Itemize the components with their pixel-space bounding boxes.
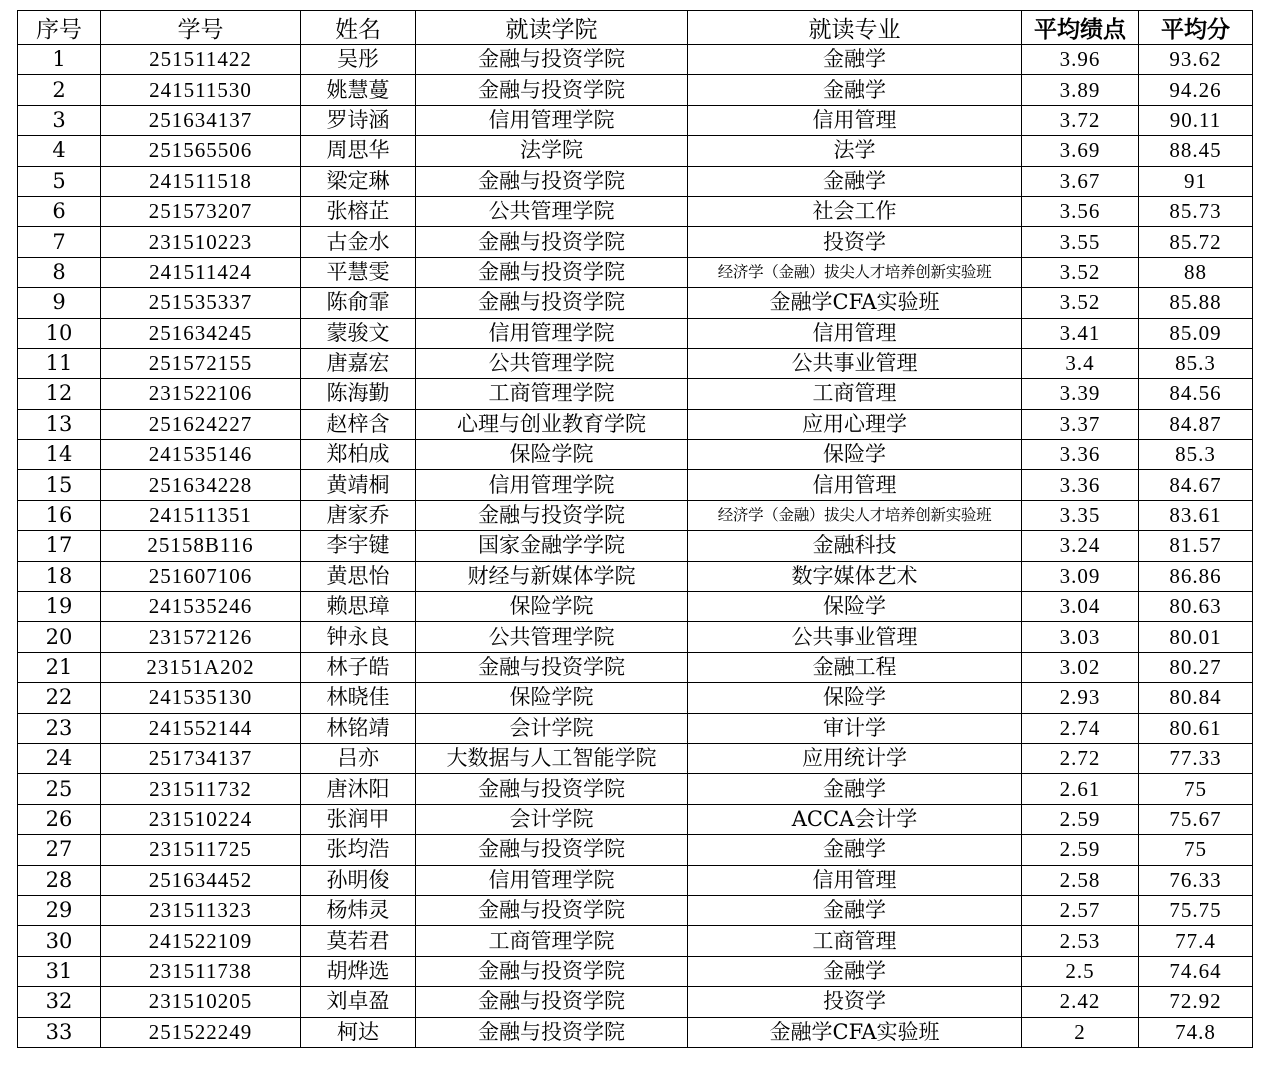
table-row xyxy=(18,470,1253,500)
cell-major: 金融学 xyxy=(688,956,1022,986)
cell-gpa: 3.09 xyxy=(1022,561,1139,591)
cell-gpa: 2.58 xyxy=(1022,865,1139,895)
cell-college: 信用管理学院 xyxy=(416,318,688,348)
cell-average: 80.63 xyxy=(1139,592,1253,622)
cell-college: 工商管理学院 xyxy=(416,926,688,956)
cell-name: 郑柏成 xyxy=(301,440,416,470)
cell-major: 工商管理 xyxy=(688,926,1022,956)
cell-college: 财经与新媒体学院 xyxy=(416,561,688,591)
table-body xyxy=(18,45,1253,1048)
cell-average: 72.92 xyxy=(1139,987,1253,1017)
cell-student-id: 251572155 xyxy=(101,348,301,378)
cell-average: 88 xyxy=(1139,257,1253,287)
cell-student-id: 251734137 xyxy=(101,743,301,773)
cell-gpa: 2.5 xyxy=(1022,956,1139,986)
cell-average: 74.64 xyxy=(1139,956,1253,986)
cell-average: 75 xyxy=(1139,835,1253,865)
cell-name: 蒙骏文 xyxy=(301,318,416,348)
table-row xyxy=(18,531,1253,561)
cell-major: 金融学CFA实验班 xyxy=(688,1017,1022,1047)
table-row xyxy=(18,409,1253,439)
table-row xyxy=(18,166,1253,196)
cell-seq: 27 xyxy=(18,835,101,865)
cell-student-id: 241535130 xyxy=(101,683,301,713)
cell-gpa: 2.59 xyxy=(1022,804,1139,834)
header-gpa: 平均绩点 xyxy=(1022,11,1139,45)
cell-name: 赵梓含 xyxy=(301,409,416,439)
cell-name: 平慧雯 xyxy=(301,257,416,287)
cell-student-id: 251522249 xyxy=(101,1017,301,1047)
table-row xyxy=(18,683,1253,713)
table-row xyxy=(18,288,1253,318)
cell-college: 心理与创业教育学院 xyxy=(416,409,688,439)
cell-average: 75.67 xyxy=(1139,804,1253,834)
cell-name: 林铭靖 xyxy=(301,713,416,743)
cell-seq: 24 xyxy=(18,743,101,773)
cell-name: 钟永良 xyxy=(301,622,416,652)
table-row xyxy=(18,652,1253,682)
cell-college: 信用管理学院 xyxy=(416,470,688,500)
cell-college: 金融与投资学院 xyxy=(416,774,688,804)
cell-major: 金融工程 xyxy=(688,652,1022,682)
cell-major: 数字媒体艺术 xyxy=(688,561,1022,591)
cell-major: 社会工作 xyxy=(688,196,1022,226)
cell-gpa: 3.39 xyxy=(1022,379,1139,409)
cell-name: 张润甲 xyxy=(301,804,416,834)
cell-average: 84.56 xyxy=(1139,379,1253,409)
cell-major: 公共事业管理 xyxy=(688,622,1022,652)
cell-college: 法学院 xyxy=(416,136,688,166)
cell-seq: 20 xyxy=(18,622,101,652)
cell-major: 经济学（金融）拔尖人才培养创新实验班 xyxy=(688,257,1022,287)
cell-college: 信用管理学院 xyxy=(416,865,688,895)
cell-name: 柯达 xyxy=(301,1017,416,1047)
cell-seq: 31 xyxy=(18,956,101,986)
table-row xyxy=(18,804,1253,834)
cell-average: 84.67 xyxy=(1139,470,1253,500)
cell-gpa: 3.67 xyxy=(1022,166,1139,196)
cell-name: 胡烨选 xyxy=(301,956,416,986)
cell-student-id: 241552144 xyxy=(101,713,301,743)
cell-college: 工商管理学院 xyxy=(416,379,688,409)
table-row xyxy=(18,318,1253,348)
cell-major: 应用统计学 xyxy=(688,743,1022,773)
cell-student-id: 251573207 xyxy=(101,196,301,226)
cell-college: 金融与投资学院 xyxy=(416,227,688,257)
cell-gpa: 3.52 xyxy=(1022,257,1139,287)
table-row xyxy=(18,713,1253,743)
cell-seq: 13 xyxy=(18,409,101,439)
cell-student-id: 241535146 xyxy=(101,440,301,470)
header-seq: 序号 xyxy=(18,11,101,45)
cell-seq: 4 xyxy=(18,136,101,166)
cell-gpa: 2.57 xyxy=(1022,895,1139,925)
cell-average: 85.88 xyxy=(1139,288,1253,318)
cell-student-id: 251607106 xyxy=(101,561,301,591)
cell-student-id: 231511732 xyxy=(101,774,301,804)
cell-name: 杨炜灵 xyxy=(301,895,416,925)
table-row xyxy=(18,622,1253,652)
table-row xyxy=(18,1017,1253,1047)
table-row xyxy=(18,987,1253,1017)
cell-gpa: 3.52 xyxy=(1022,288,1139,318)
cell-average: 75 xyxy=(1139,774,1253,804)
cell-student-id: 251624227 xyxy=(101,409,301,439)
table-row xyxy=(18,45,1253,75)
cell-seq: 8 xyxy=(18,257,101,287)
cell-seq: 26 xyxy=(18,804,101,834)
cell-student-id: 231510223 xyxy=(101,227,301,257)
cell-major: 保险学 xyxy=(688,592,1022,622)
table-row xyxy=(18,561,1253,591)
cell-college: 金融与投资学院 xyxy=(416,987,688,1017)
cell-student-id: 251634245 xyxy=(101,318,301,348)
cell-average: 80.61 xyxy=(1139,713,1253,743)
cell-name: 林晓佳 xyxy=(301,683,416,713)
cell-gpa: 3.96 xyxy=(1022,45,1139,75)
cell-seq: 5 xyxy=(18,166,101,196)
table-row xyxy=(18,743,1253,773)
table-row xyxy=(18,500,1253,530)
table-row xyxy=(18,196,1253,226)
cell-seq: 29 xyxy=(18,895,101,925)
cell-seq: 11 xyxy=(18,348,101,378)
cell-seq: 3 xyxy=(18,105,101,135)
cell-college: 国家金融学学院 xyxy=(416,531,688,561)
cell-gpa: 3.69 xyxy=(1022,136,1139,166)
cell-average: 80.84 xyxy=(1139,683,1253,713)
cell-name: 陈俞霏 xyxy=(301,288,416,318)
cell-gpa: 2.53 xyxy=(1022,926,1139,956)
cell-seq: 28 xyxy=(18,865,101,895)
cell-seq: 16 xyxy=(18,500,101,530)
cell-name: 唐沐阳 xyxy=(301,774,416,804)
cell-name: 张均浩 xyxy=(301,835,416,865)
table-row xyxy=(18,592,1253,622)
cell-major: 投资学 xyxy=(688,987,1022,1017)
cell-student-id: 251565506 xyxy=(101,136,301,166)
cell-seq: 19 xyxy=(18,592,101,622)
cell-gpa: 3.37 xyxy=(1022,409,1139,439)
cell-gpa: 3.36 xyxy=(1022,470,1139,500)
cell-student-id: 231522106 xyxy=(101,379,301,409)
table-row xyxy=(18,136,1253,166)
cell-average: 86.86 xyxy=(1139,561,1253,591)
cell-college: 保险学院 xyxy=(416,440,688,470)
cell-major: 金融学CFA实验班 xyxy=(688,288,1022,318)
cell-gpa: 3.24 xyxy=(1022,531,1139,561)
table-row xyxy=(18,105,1253,135)
cell-student-id: 25158B116 xyxy=(101,531,301,561)
cell-name: 罗诗涵 xyxy=(301,105,416,135)
cell-seq: 21 xyxy=(18,652,101,682)
cell-major: 投资学 xyxy=(688,227,1022,257)
header-college: 就读学院 xyxy=(416,11,688,45)
cell-college: 会计学院 xyxy=(416,713,688,743)
cell-seq: 25 xyxy=(18,774,101,804)
cell-average: 83.61 xyxy=(1139,500,1253,530)
cell-college: 金融与投资学院 xyxy=(416,895,688,925)
table-row xyxy=(18,257,1253,287)
cell-gpa: 3.55 xyxy=(1022,227,1139,257)
cell-average: 88.45 xyxy=(1139,136,1253,166)
table-row xyxy=(18,835,1253,865)
cell-name: 梁定琳 xyxy=(301,166,416,196)
cell-college: 会计学院 xyxy=(416,804,688,834)
table-row xyxy=(18,865,1253,895)
cell-student-id: 241535246 xyxy=(101,592,301,622)
cell-average: 91 xyxy=(1139,166,1253,196)
cell-name: 姚慧蔓 xyxy=(301,75,416,105)
table-row xyxy=(18,926,1253,956)
cell-average: 85.3 xyxy=(1139,348,1253,378)
cell-major: 公共事业管理 xyxy=(688,348,1022,378)
cell-seq: 6 xyxy=(18,196,101,226)
table-row xyxy=(18,227,1253,257)
table-row xyxy=(18,774,1253,804)
cell-seq: 22 xyxy=(18,683,101,713)
cell-name: 吕亦 xyxy=(301,743,416,773)
header-row xyxy=(18,11,1253,45)
cell-major: 审计学 xyxy=(688,713,1022,743)
cell-name: 唐嘉宏 xyxy=(301,348,416,378)
cell-average: 90.11 xyxy=(1139,105,1253,135)
cell-gpa: 2.59 xyxy=(1022,835,1139,865)
cell-seq: 18 xyxy=(18,561,101,591)
cell-gpa: 2.42 xyxy=(1022,987,1139,1017)
table-row xyxy=(18,348,1253,378)
cell-college: 金融与投资学院 xyxy=(416,500,688,530)
table-header xyxy=(18,11,1253,45)
cell-name: 张榕芷 xyxy=(301,196,416,226)
cell-major: ACCA会计学 xyxy=(688,804,1022,834)
cell-gpa: 2.61 xyxy=(1022,774,1139,804)
cell-seq: 14 xyxy=(18,440,101,470)
cell-average: 85.73 xyxy=(1139,196,1253,226)
cell-major: 保险学 xyxy=(688,440,1022,470)
cell-seq: 12 xyxy=(18,379,101,409)
cell-name: 孙明俊 xyxy=(301,865,416,895)
cell-average: 85.72 xyxy=(1139,227,1253,257)
cell-gpa: 3.72 xyxy=(1022,105,1139,135)
cell-seq: 17 xyxy=(18,531,101,561)
cell-name: 李宇键 xyxy=(301,531,416,561)
cell-student-id: 241522109 xyxy=(101,926,301,956)
cell-gpa: 3.35 xyxy=(1022,500,1139,530)
cell-student-id: 23151A202 xyxy=(101,652,301,682)
cell-major: 保险学 xyxy=(688,683,1022,713)
cell-average: 74.8 xyxy=(1139,1017,1253,1047)
cell-seq: 2 xyxy=(18,75,101,105)
cell-major: 金融学 xyxy=(688,75,1022,105)
cell-gpa: 2.72 xyxy=(1022,743,1139,773)
cell-average: 76.33 xyxy=(1139,865,1253,895)
cell-gpa: 3.02 xyxy=(1022,652,1139,682)
cell-average: 93.62 xyxy=(1139,45,1253,75)
cell-student-id: 231572126 xyxy=(101,622,301,652)
cell-major: 信用管理 xyxy=(688,105,1022,135)
cell-name: 唐家乔 xyxy=(301,500,416,530)
cell-student-id: 251511422 xyxy=(101,45,301,75)
cell-college: 金融与投资学院 xyxy=(416,75,688,105)
cell-name: 林子皓 xyxy=(301,652,416,682)
cell-student-id: 231511323 xyxy=(101,895,301,925)
cell-seq: 32 xyxy=(18,987,101,1017)
cell-gpa: 3.03 xyxy=(1022,622,1139,652)
cell-name: 吴彤 xyxy=(301,45,416,75)
cell-major: 应用心理学 xyxy=(688,409,1022,439)
cell-seq: 1 xyxy=(18,45,101,75)
cell-college: 金融与投资学院 xyxy=(416,652,688,682)
cell-major: 信用管理 xyxy=(688,318,1022,348)
cell-average: 85.09 xyxy=(1139,318,1253,348)
cell-college: 金融与投资学院 xyxy=(416,1017,688,1047)
cell-college: 金融与投资学院 xyxy=(416,835,688,865)
cell-gpa: 3.41 xyxy=(1022,318,1139,348)
cell-student-id: 241511351 xyxy=(101,500,301,530)
cell-average: 80.01 xyxy=(1139,622,1253,652)
cell-major: 金融学 xyxy=(688,166,1022,196)
cell-seq: 15 xyxy=(18,470,101,500)
table-row xyxy=(18,379,1253,409)
cell-gpa: 2.74 xyxy=(1022,713,1139,743)
cell-student-id: 241511530 xyxy=(101,75,301,105)
cell-college: 金融与投资学院 xyxy=(416,257,688,287)
cell-major: 工商管理 xyxy=(688,379,1022,409)
cell-college: 金融与投资学院 xyxy=(416,166,688,196)
table-row xyxy=(18,956,1253,986)
cell-name: 黄靖桐 xyxy=(301,470,416,500)
header-average: 平均分 xyxy=(1139,11,1253,45)
cell-name: 莫若君 xyxy=(301,926,416,956)
cell-college: 金融与投资学院 xyxy=(416,288,688,318)
cell-average: 77.4 xyxy=(1139,926,1253,956)
cell-student-id: 251634137 xyxy=(101,105,301,135)
cell-student-id: 231510205 xyxy=(101,987,301,1017)
cell-gpa: 2.93 xyxy=(1022,683,1139,713)
cell-gpa: 3.89 xyxy=(1022,75,1139,105)
cell-student-id: 251634452 xyxy=(101,865,301,895)
cell-seq: 9 xyxy=(18,288,101,318)
cell-major: 经济学（金融）拔尖人才培养创新实验班 xyxy=(688,500,1022,530)
cell-student-id: 231511725 xyxy=(101,835,301,865)
cell-name: 刘卓盈 xyxy=(301,987,416,1017)
cell-gpa: 2 xyxy=(1022,1017,1139,1047)
header-name: 姓名 xyxy=(301,11,416,45)
cell-major: 金融学 xyxy=(688,45,1022,75)
cell-gpa: 3.04 xyxy=(1022,592,1139,622)
cell-average: 84.87 xyxy=(1139,409,1253,439)
cell-seq: 7 xyxy=(18,227,101,257)
cell-name: 赖思璋 xyxy=(301,592,416,622)
cell-student-id: 231511738 xyxy=(101,956,301,986)
cell-college: 金融与投资学院 xyxy=(416,956,688,986)
header-major: 就读专业 xyxy=(688,11,1022,45)
cell-college: 公共管理学院 xyxy=(416,196,688,226)
cell-student-id: 241511518 xyxy=(101,166,301,196)
cell-name: 黄思怡 xyxy=(301,561,416,591)
cell-college: 金融与投资学院 xyxy=(416,45,688,75)
cell-major: 信用管理 xyxy=(688,470,1022,500)
cell-gpa: 3.4 xyxy=(1022,348,1139,378)
cell-major: 金融科技 xyxy=(688,531,1022,561)
grade-table xyxy=(17,10,1253,1048)
cell-gpa: 3.56 xyxy=(1022,196,1139,226)
cell-average: 94.26 xyxy=(1139,75,1253,105)
cell-average: 77.33 xyxy=(1139,743,1253,773)
cell-seq: 10 xyxy=(18,318,101,348)
cell-seq: 23 xyxy=(18,713,101,743)
cell-average: 85.3 xyxy=(1139,440,1253,470)
cell-name: 周思华 xyxy=(301,136,416,166)
table-row xyxy=(18,75,1253,105)
cell-average: 80.27 xyxy=(1139,652,1253,682)
cell-college: 公共管理学院 xyxy=(416,622,688,652)
table-row xyxy=(18,895,1253,925)
cell-college: 大数据与人工智能学院 xyxy=(416,743,688,773)
cell-seq: 30 xyxy=(18,926,101,956)
cell-college: 保险学院 xyxy=(416,683,688,713)
table-row xyxy=(18,440,1253,470)
cell-seq: 33 xyxy=(18,1017,101,1047)
cell-college: 保险学院 xyxy=(416,592,688,622)
cell-major: 金融学 xyxy=(688,774,1022,804)
cell-major: 金融学 xyxy=(688,895,1022,925)
cell-major: 信用管理 xyxy=(688,865,1022,895)
cell-student-id: 251634228 xyxy=(101,470,301,500)
cell-college: 信用管理学院 xyxy=(416,105,688,135)
cell-student-id: 241511424 xyxy=(101,257,301,287)
cell-student-id: 251535337 xyxy=(101,288,301,318)
cell-major: 法学 xyxy=(688,136,1022,166)
cell-average: 75.75 xyxy=(1139,895,1253,925)
cell-student-id: 231510224 xyxy=(101,804,301,834)
header-student-id: 学号 xyxy=(101,11,301,45)
cell-name: 陈海勤 xyxy=(301,379,416,409)
cell-average: 81.57 xyxy=(1139,531,1253,561)
cell-major: 金融学 xyxy=(688,835,1022,865)
cell-gpa: 3.36 xyxy=(1022,440,1139,470)
cell-name: 古金水 xyxy=(301,227,416,257)
cell-college: 公共管理学院 xyxy=(416,348,688,378)
